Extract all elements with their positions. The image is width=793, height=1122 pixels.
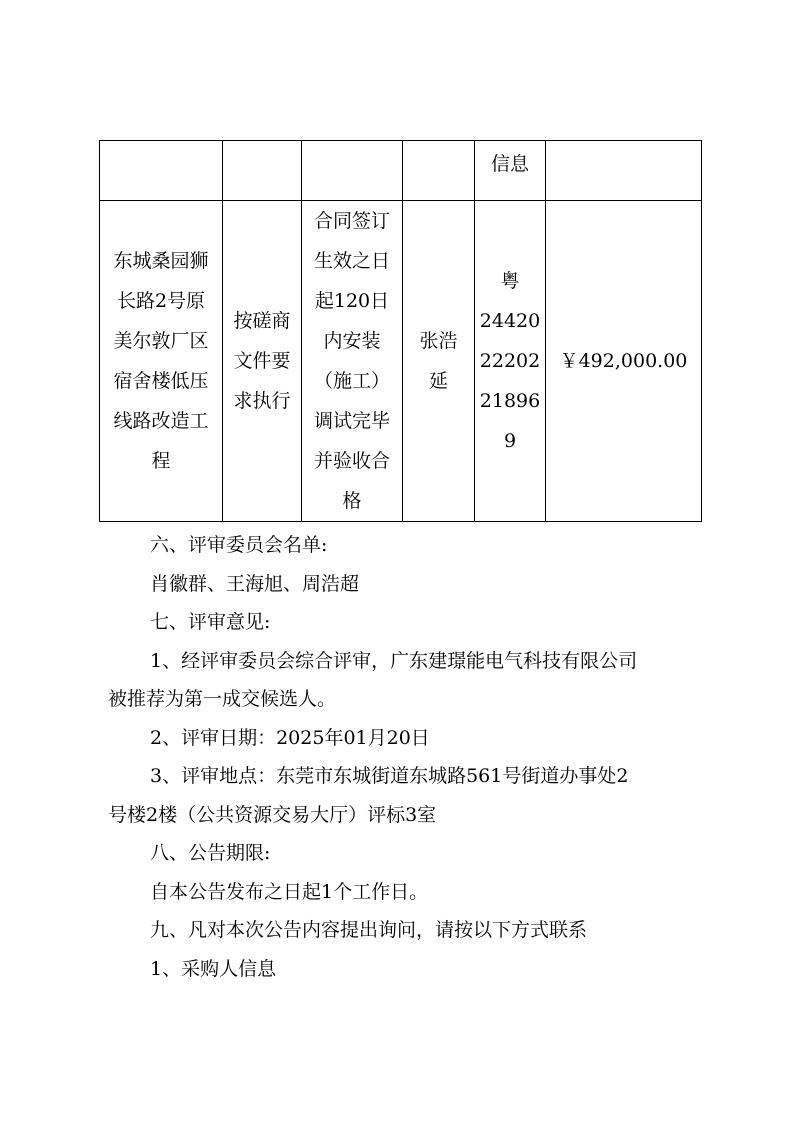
opinion-2: 2、评审日期：2025年01月20日 [150, 726, 430, 749]
cell-line: 程 [151, 450, 171, 472]
certificate-cell [475, 201, 546, 522]
opinion-3-line1: 3、评审地点：东莞市东城街道东城路561号街道办事处2 [150, 765, 629, 787]
cell-line: （施工） [313, 370, 390, 392]
cell-line: 求执行 [233, 390, 291, 412]
cell-line: 宿舍楼低压 [113, 370, 209, 392]
cell-line: 线路改造工 [113, 410, 209, 432]
cell-line: 起120日 [314, 290, 390, 312]
committee-members: 肖徽群、王海旭、周浩超 [150, 572, 360, 595]
contact-1: 1、采购人信息 [150, 957, 277, 980]
table-cell [302, 141, 403, 201]
opinion-3-line2: 号楼2楼（公共资源交易大厅）评标3室 [108, 803, 437, 826]
cell-line: 美尔敦厂区 [113, 330, 209, 352]
table-cell [546, 141, 702, 201]
committee-heading: 六、评审委员会名单: [150, 534, 328, 556]
table-cell-info: 信息 [475, 141, 546, 201]
cell-line: 22202 [479, 350, 541, 372]
amount-cell: ￥492,000.00 [546, 201, 702, 522]
cell-line: 文件要 [233, 350, 291, 372]
table-row-continued [100, 141, 702, 201]
table-row [100, 201, 702, 522]
period-cell [302, 201, 403, 522]
cell-line: 调试完毕 [313, 410, 390, 432]
cell-line: 东城桑园狮 [113, 250, 209, 272]
project-name-cell [100, 201, 223, 522]
cell-line: 张浩 [419, 330, 458, 352]
opinion-1-line2: 被推荐为第一成交候选人。 [108, 688, 337, 710]
cell-line: 生效之日 [313, 250, 390, 272]
cell-line: 9 [503, 430, 517, 452]
contact-heading: 九、凡对本次公告内容提出询问，请按以下方式联系 [150, 919, 588, 941]
cell-line: 24420 [479, 310, 541, 332]
cell-line: 延 [428, 370, 448, 392]
cell-line: 粤 [500, 270, 520, 292]
table-cell [403, 141, 475, 201]
manager-cell [403, 201, 475, 522]
table-cell [223, 141, 302, 201]
standard-cell [223, 201, 302, 522]
opinion-1-line1: 1、经评审委员会综合评审，广东建璟能电气科技有限公司 [150, 649, 638, 672]
period-heading: 八、公告期限: [150, 842, 271, 864]
cell-line: 并验收合 [313, 450, 390, 472]
cell-line: 21896 [479, 390, 541, 412]
cell-line: 格 [342, 490, 362, 512]
result-table [99, 140, 702, 522]
cell-line: 合同签订 [313, 210, 390, 232]
cell-line: 内安装 [323, 330, 381, 352]
cell-line: 长路2号原 [116, 290, 206, 312]
cell-line: 按磋商 [233, 310, 291, 332]
opinion-heading: 七、评审意见: [150, 611, 271, 633]
document-body [108, 526, 708, 988]
table-cell [100, 141, 223, 201]
period-text: 自本公告发布之日起1个工作日。 [150, 880, 429, 903]
